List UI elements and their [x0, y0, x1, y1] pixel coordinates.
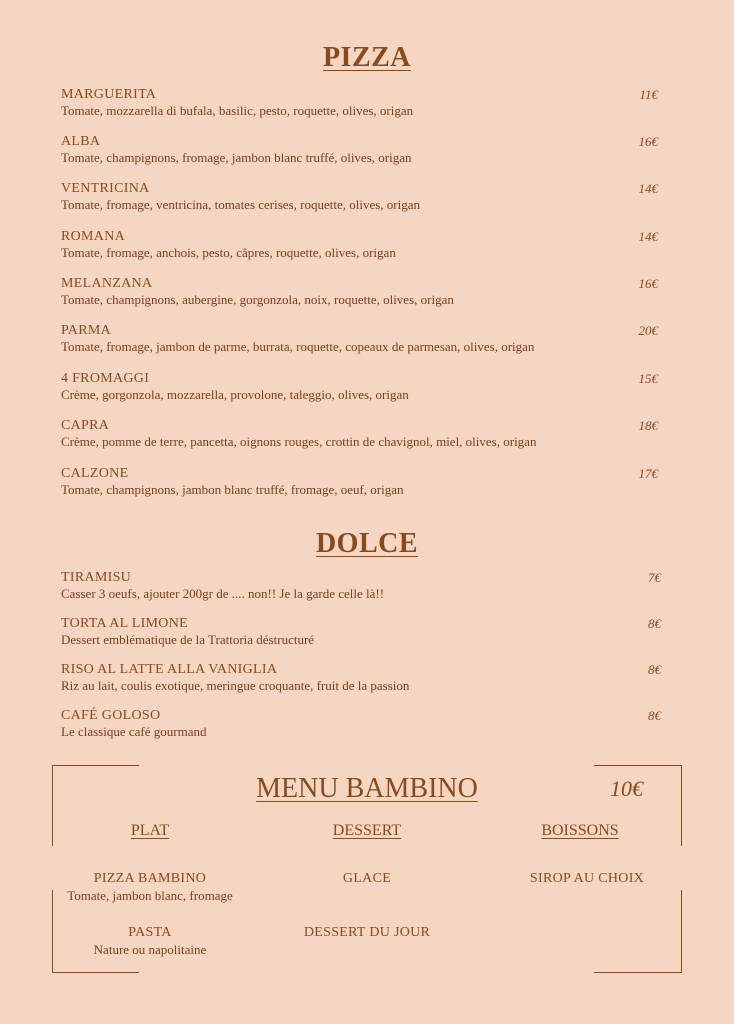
item-name: MARGUERITA: [61, 87, 157, 102]
item-description: Crème, gorgonzola, mozzarella, provolone, taleggio, olives, origan: [61, 387, 409, 402]
menu-item-4-fromaggi: [61, 371, 661, 403]
item-price: 8€: [648, 662, 661, 677]
item-description: Casser 3 oeufs, ajouter 200gr de .... non!! Je la garde celle là!!: [61, 586, 385, 601]
item-name: SIROP AU CHOIX: [529, 871, 645, 886]
bambino-dessert-item: [257, 871, 477, 887]
item-description: Le classique café gourmand: [61, 724, 207, 739]
item-description: Tomate, mozzarella di bufala, basilic, pesto, roquette, olives, origan: [61, 103, 414, 118]
menu-item-ventricina: [61, 181, 661, 213]
bambino-dessert-item: [257, 925, 477, 941]
menu-item-capra: [61, 418, 661, 450]
dolce-section-title: DOLCE: [315, 528, 419, 559]
item-price: 8€: [648, 616, 661, 631]
item-description: Tomate, fromage, jambon de parme, burrata, roquette, copeaux de parmesan, olives, origan: [61, 339, 535, 354]
item-name: GLACE: [342, 871, 392, 886]
item-price: 16€: [638, 134, 658, 149]
menu-item-parma: [61, 323, 661, 355]
bambino-plat-item: [40, 925, 260, 958]
item-description: Tomate, champignons, jambon blanc truffé, fromage, oeuf, origan: [61, 482, 404, 497]
menu-item-romana: [61, 229, 661, 261]
column-header-plat: PLAT: [130, 822, 170, 839]
menu-item-cafe-goloso: [61, 708, 661, 740]
frame-corner-bottom-right: [594, 890, 682, 973]
item-name: MELANZANA: [61, 276, 153, 291]
bambino-plat-item: [40, 871, 260, 904]
item-name: PIZZA BAMBINO: [93, 871, 207, 886]
item-name: ROMANA: [61, 229, 126, 244]
item-description: Crème, pomme de terre, pancetta, oignons rouges, crottin de chavignol, miel, olives, origan: [61, 434, 537, 449]
menu-item-tiramisu: [61, 570, 661, 602]
menu-item-marguerita: [61, 87, 661, 119]
column-header-dessert: DESSERT: [332, 822, 402, 839]
item-description: Tomate, champignons, aubergine, gorgonzola, noix, roquette, olives, origan: [61, 292, 454, 307]
item-name: CAFÉ GOLOSO: [61, 708, 161, 723]
bambino-section-title: MENU BAMBINO: [256, 773, 478, 804]
item-name: DESSERT DU JOUR: [303, 925, 431, 940]
item-price: 8€: [648, 708, 661, 723]
menu-item-calzone: [61, 466, 661, 498]
pizza-section-title: PIZZA: [322, 42, 412, 73]
item-name: PASTA: [128, 925, 172, 940]
item-price: 15€: [638, 371, 658, 386]
item-description: Dessert emblématique de la Trattoria déstructuré: [61, 632, 315, 647]
item-price: 16€: [638, 276, 658, 291]
item-name: VENTRICINA: [61, 181, 150, 196]
item-name: ALBA: [61, 134, 101, 149]
item-name: RISO AL LATTE ALLA VANIGLIA: [61, 662, 278, 677]
item-price: 14€: [638, 181, 658, 196]
menu-item-torta-al-limone: [61, 616, 661, 648]
bambino-boisson-item: [477, 871, 697, 887]
item-description: Tomate, champignons, fromage, jambon blanc truffé, olives, origan: [61, 150, 412, 165]
item-name: CALZONE: [61, 466, 129, 481]
item-description: Tomate, fromage, anchois, pesto, câpres, roquette, olives, origan: [61, 245, 396, 260]
item-name: PARMA: [61, 323, 112, 338]
column-header-boissons: BOISSONS: [541, 822, 619, 839]
item-description: Riz au lait, coulis exotique, meringue croquante, fruit de la passion: [61, 678, 410, 693]
item-name: TORTA AL LIMONE: [61, 616, 188, 631]
menu-item-riso-al-latte: [61, 662, 661, 694]
item-price: 7€: [648, 570, 661, 585]
item-description: Nature ou napolitaine: [93, 942, 207, 957]
item-description: Tomate, jambon blanc, fromage: [67, 888, 233, 903]
item-price: 11€: [639, 87, 658, 102]
item-description: Tomate, fromage, ventricina, tomates cerises, roquette, olives, origan: [61, 197, 420, 212]
bambino-price: 10€: [610, 776, 643, 801]
item-name: 4 FROMAGGI: [61, 371, 150, 386]
item-price: 20€: [638, 323, 658, 338]
menu-item-alba: [61, 134, 661, 166]
menu-item-melanzana: [61, 276, 661, 308]
item-name: TIRAMISU: [61, 570, 132, 585]
item-price: 14€: [638, 229, 658, 244]
item-price: 18€: [638, 418, 658, 433]
item-name: CAPRA: [61, 418, 110, 433]
item-price: 17€: [638, 466, 658, 481]
